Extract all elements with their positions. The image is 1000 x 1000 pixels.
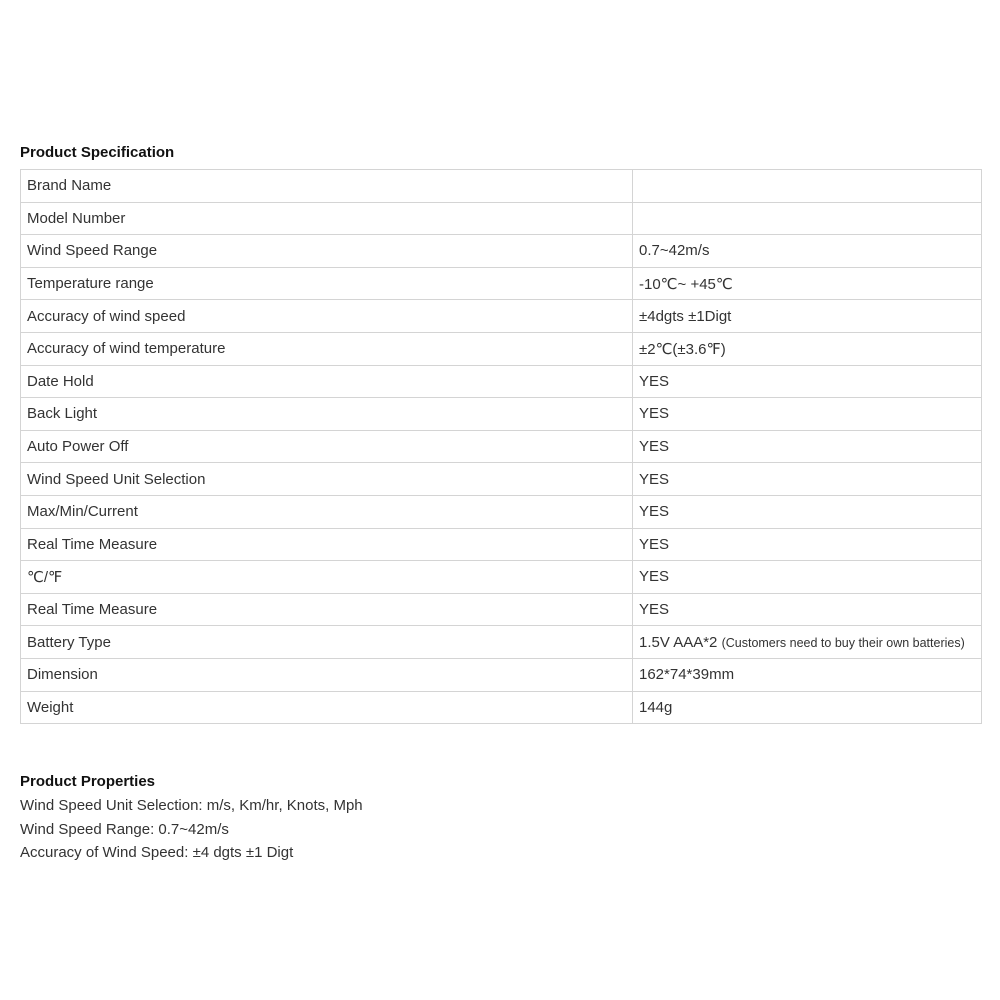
spec-value-cell xyxy=(633,398,982,431)
properties-title: Product Properties xyxy=(20,773,156,790)
spec-label-cell xyxy=(21,235,633,268)
table-row xyxy=(21,463,982,496)
spec-value-cell xyxy=(633,267,982,300)
table-row xyxy=(21,202,982,235)
spec-label-cell xyxy=(21,463,633,496)
spec-value-cell xyxy=(633,332,982,365)
spec-label: Max/Min/Current xyxy=(27,503,138,521)
spec-label-cell xyxy=(21,398,633,431)
spec-value: 0.7~42m/s xyxy=(639,242,710,260)
spec-label: Date Hold xyxy=(27,372,94,390)
specification-title: Product Specification xyxy=(20,144,175,161)
properties-list xyxy=(20,794,981,865)
spec-value: YES xyxy=(639,568,670,586)
property-line: Wind Speed Unit Selection: m/s, Km/hr, Knots, Mph xyxy=(20,797,363,814)
spec-value: -10℃~ +45℃ xyxy=(639,275,733,293)
spec-label-cell xyxy=(21,170,633,203)
spec-value: YES xyxy=(639,470,670,488)
spec-value-cell xyxy=(633,691,982,724)
spec-value-cell xyxy=(633,430,982,463)
spec-label-cell xyxy=(21,561,633,594)
spec-label: Wind Speed Range xyxy=(27,242,158,260)
spec-label-cell xyxy=(21,332,633,365)
spec-value: YES xyxy=(639,601,670,619)
spec-value: 162*74*39mm xyxy=(639,666,735,684)
table-row xyxy=(21,528,982,561)
spec-value-cell xyxy=(633,300,982,333)
table-row xyxy=(21,658,982,691)
table-row xyxy=(21,593,982,626)
spec-label-cell xyxy=(21,658,633,691)
spec-value: YES xyxy=(639,438,670,456)
table-row xyxy=(21,626,982,659)
spec-label: Real Time Measure xyxy=(27,601,158,619)
specification-table-body xyxy=(21,170,982,724)
table-row xyxy=(21,398,982,431)
table-row xyxy=(21,300,982,333)
table-row xyxy=(21,235,982,268)
property-line: Wind Speed Range: 0.7~42m/s xyxy=(20,820,229,838)
spec-label-cell xyxy=(21,300,633,333)
spec-value: 1.5V AAA*2 xyxy=(639,633,718,651)
spec-value: ±2℃(±3.6℉) xyxy=(639,340,726,358)
spec-value-cell xyxy=(633,235,982,268)
spec-label: ℃/℉ xyxy=(27,568,63,586)
spec-label: Accuracy of wind temperature xyxy=(27,340,226,358)
spec-value-cell xyxy=(633,495,982,528)
spec-value-cell xyxy=(633,593,982,626)
spec-value-cell xyxy=(633,561,982,594)
spec-label: Accuracy of wind speed xyxy=(27,307,186,325)
spec-value-cell xyxy=(633,170,982,203)
specification-table xyxy=(20,169,982,724)
spec-label: Real Time Measure xyxy=(27,535,158,553)
property-line: Accuracy of Wind Speed: ±4 dgts ±1 Digt xyxy=(20,844,294,861)
table-row xyxy=(21,267,982,300)
spec-value-cell xyxy=(633,626,982,659)
spec-label-cell xyxy=(21,626,633,659)
spec-value-cell xyxy=(633,658,982,691)
spec-value: YES xyxy=(639,405,670,423)
spec-value: ±4dgts ±1Digt xyxy=(639,307,732,325)
table-row xyxy=(21,170,982,203)
spec-label-cell xyxy=(21,495,633,528)
product-properties-section xyxy=(20,772,981,865)
spec-label: Temperature range xyxy=(27,275,154,293)
spec-label-cell xyxy=(21,267,633,300)
spec-label: Wind Speed Unit Selection xyxy=(27,470,206,488)
spec-label: Back Light xyxy=(27,405,98,423)
table-row xyxy=(21,495,982,528)
spec-label-cell xyxy=(21,430,633,463)
spec-label: Model Number xyxy=(27,209,126,227)
table-row xyxy=(21,365,982,398)
spec-value-cell xyxy=(633,528,982,561)
spec-label-cell xyxy=(21,365,633,398)
spec-value-cell xyxy=(633,202,982,235)
spec-label: Auto Power Off xyxy=(27,438,129,456)
spec-value-note: (Customers need to buy their own batteries) xyxy=(721,635,965,650)
spec-value: YES xyxy=(639,503,670,521)
spec-label: Battery Type xyxy=(27,633,111,651)
table-row xyxy=(21,691,982,724)
spec-value: 144g xyxy=(639,698,673,716)
spec-label-cell xyxy=(21,202,633,235)
spec-value: YES xyxy=(639,535,670,553)
spec-label: Dimension xyxy=(27,666,98,684)
spec-label-cell xyxy=(21,528,633,561)
spec-value: YES xyxy=(639,372,670,390)
spec-value-cell xyxy=(633,365,982,398)
table-row xyxy=(21,561,982,594)
spec-label: Brand Name xyxy=(27,177,112,195)
spec-label-cell xyxy=(21,593,633,626)
spec-label-cell xyxy=(21,691,633,724)
spec-label: Weight xyxy=(27,698,74,716)
table-row xyxy=(21,430,982,463)
table-row xyxy=(21,332,982,365)
spec-value-cell xyxy=(633,463,982,496)
product-specification-section xyxy=(20,143,981,724)
